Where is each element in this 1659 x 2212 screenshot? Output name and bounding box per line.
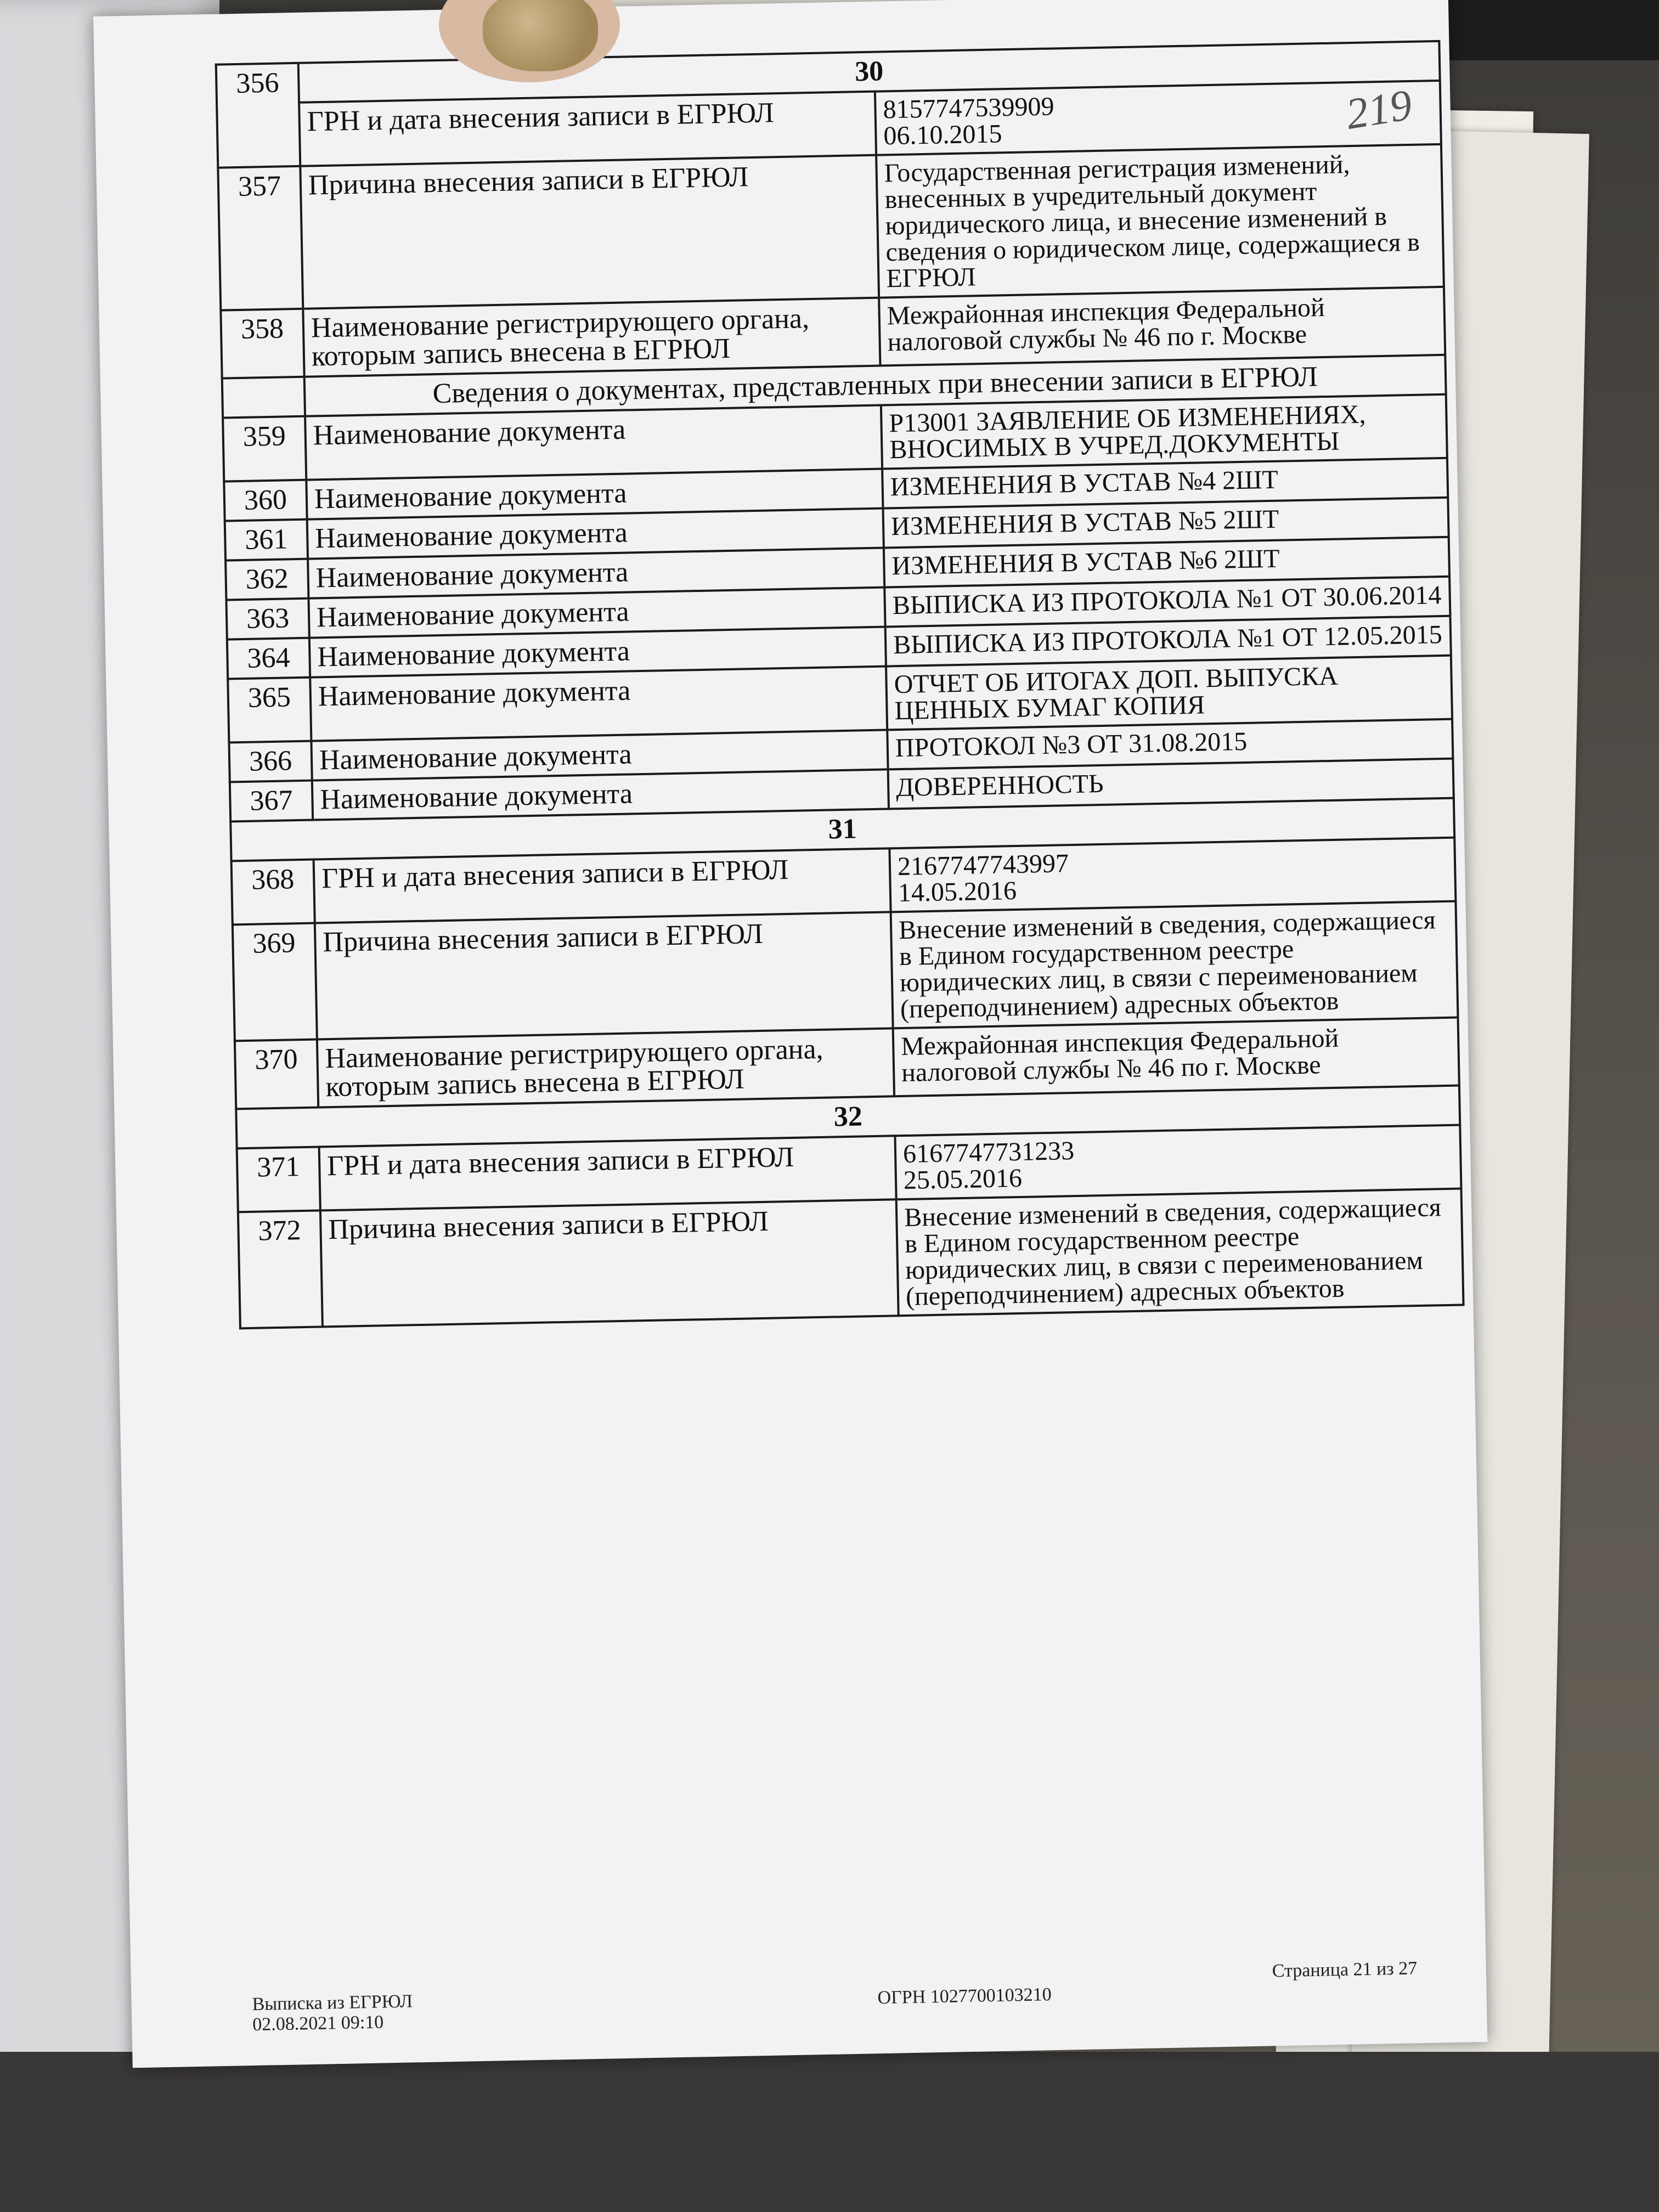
- field-name: Наименование документа: [311, 730, 888, 780]
- field-name: ГРН и дата внесения записи в ЕГРЮЛ: [319, 1136, 896, 1210]
- row-number: 368: [232, 860, 315, 925]
- row-number: 371: [237, 1147, 320, 1212]
- field-name: Наименование документа: [308, 548, 884, 599]
- field-value: ИЗМЕНЕНИЯ В УСТАВ №5 2ШТ: [883, 498, 1448, 548]
- field-value: ИЗМЕНЕНИЯ В УСТАВ №6 2ШТ: [884, 537, 1449, 588]
- field-value: ДОВЕРЕННОСТЬ: [888, 759, 1454, 809]
- records-table: [215, 40, 1465, 1329]
- row-number: 363: [226, 599, 309, 640]
- row-number: 357: [218, 166, 303, 311]
- field-value: ОТЧЕТ ОБ ИТОГАХ ДОП. ВЫПУСКА ЦЕННЫХ БУМАГ КОПИЯ: [886, 656, 1452, 730]
- row-number: 367: [230, 781, 313, 822]
- field-name: Причина внесения записи в ЕГРЮЛ: [315, 912, 893, 1039]
- row-number-empty: [222, 377, 305, 418]
- row-number: 365: [228, 678, 311, 743]
- field-value: Межрайонная инспекция Федеральной налоговой службы № 46 по г. Москве: [893, 1018, 1459, 1097]
- footer-document-info: [252, 1991, 413, 2035]
- binding-edge: [0, 2052, 1659, 2212]
- field-name: Причина внесения записи в ЕГРЮЛ: [320, 1199, 899, 1327]
- row-number: 370: [235, 1040, 318, 1109]
- section-header: 31: [230, 798, 1454, 861]
- row-number: 366: [229, 741, 312, 782]
- field-name: Наименование документа: [306, 469, 883, 520]
- field-value: ПРОТОКОЛ №3 ОТ 31.08.2015: [887, 719, 1453, 770]
- field-value: Р13001 ЗАЯВЛЕНИЕ ОБ ИЗМЕНЕНИЯХ, ВНОСИМЫХ В УЧРЕД.ДОКУМЕНТЫ: [881, 394, 1447, 469]
- field-name: Наименование документа: [307, 509, 884, 559]
- field-value: 2167747743997 14.05.2016: [889, 838, 1455, 912]
- field-value: 8157747539909 06.10.2015: [875, 81, 1441, 155]
- table-row: [233, 901, 1458, 1041]
- field-value: ВЫПИСКА ИЗ ПРОТОКОЛА №1 ОТ 12.05.2015: [885, 616, 1451, 667]
- row-number: 359: [223, 416, 306, 482]
- subsection-header: Сведения о документах, представленных при внесении записи в ЕГРЮЛ: [304, 355, 1446, 416]
- row-number: 369: [233, 923, 317, 1041]
- row-number: 358: [221, 309, 304, 379]
- field-value: Государственная регистрация изменений, внесенных в учредительный документ юридического лица, и внесение изменений в сведения о юридическом лице, содержащиеся в ЕГРЮЛ: [876, 144, 1444, 298]
- field-name: ГРН и дата внесения записи в ЕГРЮЛ: [299, 92, 876, 166]
- footer-ogrn: ОГРН 1027700103210: [877, 1984, 1052, 2008]
- field-name: Наименование документа: [309, 627, 886, 677]
- footer-doc-title: Выписка из ЕГРЮЛ: [252, 1991, 413, 2015]
- footer-doc-datetime: 02.08.2021 09:10: [252, 2012, 384, 2035]
- row-number: 356: [216, 63, 301, 168]
- document-page: [93, 0, 1487, 2068]
- field-name: Наименование документа: [312, 769, 889, 820]
- fingernail: [483, 0, 598, 71]
- section-header: 32: [236, 1086, 1460, 1149]
- row-number: 364: [227, 638, 310, 679]
- field-value: ИЗМЕНЕНИЯ В УСТАВ №4 2ШТ: [882, 458, 1448, 509]
- footer-page-info: Страница 21 из 27: [1272, 1958, 1418, 1982]
- section-header: 30: [298, 41, 1440, 103]
- field-value: Межрайонная инспекция Федеральной налоговой службы № 46 по г. Москве: [879, 287, 1445, 366]
- field-value: ВЫПИСКА ИЗ ПРОТОКОЛА №1 ОТ 30.06.2014: [884, 577, 1450, 627]
- row-number: 372: [238, 1210, 323, 1328]
- field-name: Наименование регистрирующего органа, которым запись внесена в ЕГРЮЛ: [317, 1028, 894, 1107]
- row-number: 362: [225, 559, 308, 600]
- field-value: Внесение изменений в сведения, содержащиеся в Едином государственном реестре юридических лиц, в связи с переименованием (переподчинением) адресных объектов: [896, 1189, 1464, 1316]
- field-name: Причина внесения записи в ЕГРЮЛ: [300, 155, 879, 309]
- field-name: Наименование документа: [310, 666, 887, 741]
- field-name: ГРН и дата внесения записи в ЕГРЮЛ: [314, 848, 891, 923]
- table-row: [238, 1189, 1464, 1329]
- table-row: [218, 144, 1444, 311]
- handwritten-page-number: 219: [1342, 81, 1415, 139]
- field-name: Наименование документа: [308, 588, 885, 638]
- row-number: 360: [224, 480, 307, 521]
- field-value: Внесение изменений в сведения, содержащиеся в Едином государственном реестре юридических лиц, в связи с переименованием (переподчинением) адресных объектов: [891, 901, 1458, 1029]
- field-value: 6167747731233 25.05.2016: [895, 1125, 1461, 1200]
- field-name: Наименование документа: [305, 405, 882, 480]
- field-name: Наименование регистрирующего органа, которым запись внесена в ЕГРЮЛ: [303, 298, 880, 377]
- row-number: 361: [225, 520, 308, 561]
